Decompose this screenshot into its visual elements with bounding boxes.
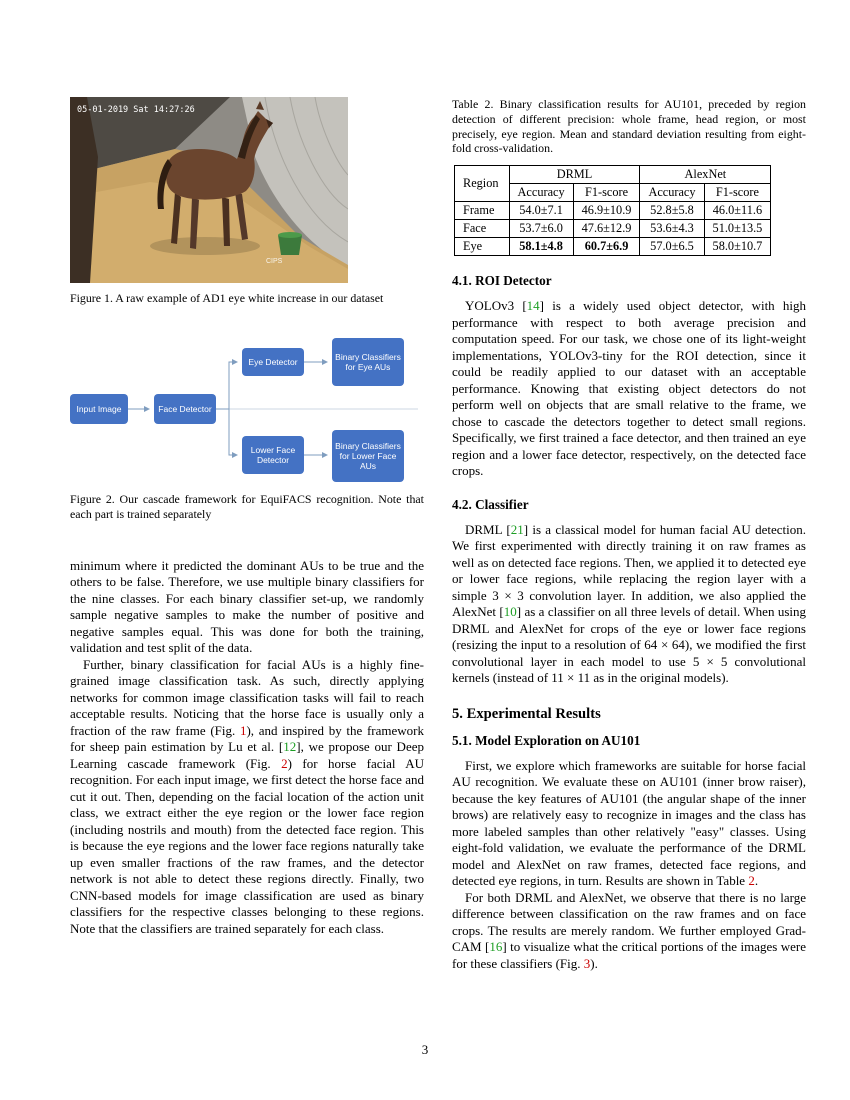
section-4-2-heading: 4.2. Classifier [452,496,529,512]
table-row-eye [455,238,771,256]
section-5-1-heading: 5.1. Model Exploration on AU101 [452,732,641,748]
section-5-heading: 5. Experimental Results [452,705,601,722]
row-label-frame: Frame [455,202,510,220]
reference-link[interactable]: 2 [281,755,288,771]
table2-results [454,165,771,256]
paragraph-model-exploration-1: First, we explore which frameworks are suitable for horse facial AU recognition. We evaluate these on AU101 (inner brow raiser), because the key features of AU101 (the angular shape of the inner brows) are relatively easy to recognize in images and the class has more labeled samples than other relatively "easy" classes. Using eight-fold validation, we evaluate the performance of the DRML model and AlexNet on raw frames, detected face regions, and detected eye regions, in turn. Results are shown in Table 2. [452,757,806,888]
left-column [70,97,424,972]
cell-value-best: 58.1±4.8 [509,238,573,256]
citation-link[interactable]: 10 [503,604,517,619]
cell-value: 51.0±13.5 [704,220,771,238]
col-group-alexnet: AlexNet [640,166,771,184]
col-header-alexnet-accuracy: Accuracy [640,184,704,202]
cell-value: 58.0±10.7 [704,238,771,256]
camera-watermark: CIPS [266,258,283,265]
cell-value: 54.0±7.1 [509,202,573,220]
cell-value: 53.6±4.3 [640,220,704,238]
diagram-box-binary-classifiers-eye: Binary Classifiers for Eye AUs [332,338,404,386]
col-header-drml-accuracy: Accuracy [509,184,573,202]
reference-link[interactable]: 2 [748,873,755,888]
diagram-box-eye-detector: Eye Detector [242,348,304,376]
citation-link[interactable]: 12 [283,739,297,755]
body-paragraph: minimum where it predicted the dominant AUs to be true and the others to be false. Therefore, we use multiple binary classifiers for the nine classes. For each binary classifier set-up, we randomly sample negative samples to make the number of positive and negative samples equal. This was done for both the training, validation and test split of the data. [70,557,424,656]
row-label-face: Face [455,220,510,238]
table-header-row [455,166,771,184]
diagram-box-face-detector: Face Detector [154,394,216,424]
body-paragraph: Further, binary classification for facial AUs is a highly fine-grained image classification task. As such, directly applying networks for common image classification tasks will fail to reach acceptable results. Noticing that the horse face is usually only a fraction of the raw frame (Fig. 1), and inspired by the framework for sheep pain estimation by Lu et al. [12], we propose our Deep Learning cascade framework (Fig. 2) for horse facial AU recognition. For each input image, we first detect the horse face and cut it out. Then, depending on the facial location of the action unit class, we extract either the eye region or the lower face region (including nostrils and mouth) from the detected face region. This is because the eye regions and the lower face regions naturally take up even smaller fractions of the raw frames, and the detector network is not able to detect these regions directly. Finally, two CNN-based models for image classification are used as binary classifiers for the respective classes belonging to these regions. Note that the classifiers are trained separately for each class. [70,656,425,936]
section-4-1-heading: 4.1. ROI Detector [452,273,552,288]
paragraph-classifier: DRML [21] is a classical model for human facial AU detection. We first experimented with directly training it on raw frames as well as on detected face regions. Then, we applied it to detected eye or lower face regions, while replacing the region layer with a simple 3 × 3 convolution layer. In addition, we also applied the AlexNet [10] as a classifier on all three levels of detail. When using DRML and AlexNet for crops of the eye or lower face regions (resizing the input to a resolution of 64 × 64), we modified the first convolutional layer in each model to use 5 × 5 convolutional kernels (instead of 11 × 11 as in the original models). [452,521,807,685]
right-column [452,97,806,972]
reference-link[interactable]: 3 [583,955,591,971]
diagram-box-input-image: Input Image [70,394,128,424]
figure2-caption: Figure 2. Our cascade framework for EquiFACS recognition. Note that each part is trained separately [70,491,424,521]
timestamp-overlay: 05-01-2019 Sat 14:27:26 [77,105,195,115]
page-number: 3 [421,1042,429,1057]
cell-value: 47.6±12.9 [573,220,640,238]
figure1-photo [70,97,424,283]
table-row-face [455,220,771,238]
page-body [70,97,806,972]
cell-value: 46.9±10.9 [573,202,640,220]
feed-bucket [278,232,302,255]
cell-value: 52.8±5.8 [640,202,704,220]
figure1-caption: Figure 1. A raw example of AD1 eye white increase in our dataset [70,291,384,305]
reference-link[interactable]: 1 [239,722,247,738]
cell-value: 57.0±6.5 [640,238,704,256]
paragraph-roi-detector: YOLOv3 [14] is a widely used object detector, with high performance with respect to both average precision and computation speed. For our task, we chose one of its light-weight implementations, YOLOv3-tiny for the ROI detection, since it could be readily applied to our dataset with an acceptable performance. Knowing that existing object detectors do not perform well on objects that are small relative to the frame, we chose to cascade the detectors together to detect small regions. Specifically, we first trained a face detector, and then trained an eye region and a lower face detector, respectively, on the detected face crops. [452,298,807,478]
stable-scene-image [70,97,348,283]
cell-value-best: 60.7±6.9 [573,238,640,256]
col-header-drml-f1: F1-score [573,184,640,202]
diagram-box-lower-face-detector: Lower Face Detector [242,436,304,474]
citation-link[interactable]: 16 [489,939,503,954]
figure2-diagram [70,336,424,484]
citation-link[interactable]: 14 [526,298,540,313]
cell-value: 46.0±11.6 [704,202,771,220]
table-row-frame [455,202,771,220]
table2-caption: Table 2. Binary classification results for AU101, preceded by region detection of different precision: whole frame, head region, or most precisely, eye region. Mean and standard deviation resulting from eight-fold cross-validation. [452,97,806,156]
col-header-alexnet-f1: F1-score [704,184,771,202]
diagram-box-binary-classifiers-lower-face: Binary Classifiers for Lower Face AUs [332,430,404,482]
col-header-region: Region [455,166,510,202]
cell-value: 53.7±6.0 [509,220,573,238]
row-label-eye: Eye [455,238,510,256]
col-group-drml: DRML [509,166,640,184]
paragraph-model-exploration-2: For both DRML and AlexNet, we observe that there is no large difference between classification on the raw frames and on face crops. The results are merely random. We further employed Grad-CAM [16] to visualize what the critical portions of the images were for these classifiers (Fig. 3). [452,889,806,971]
citation-link[interactable]: 21 [510,521,524,537]
